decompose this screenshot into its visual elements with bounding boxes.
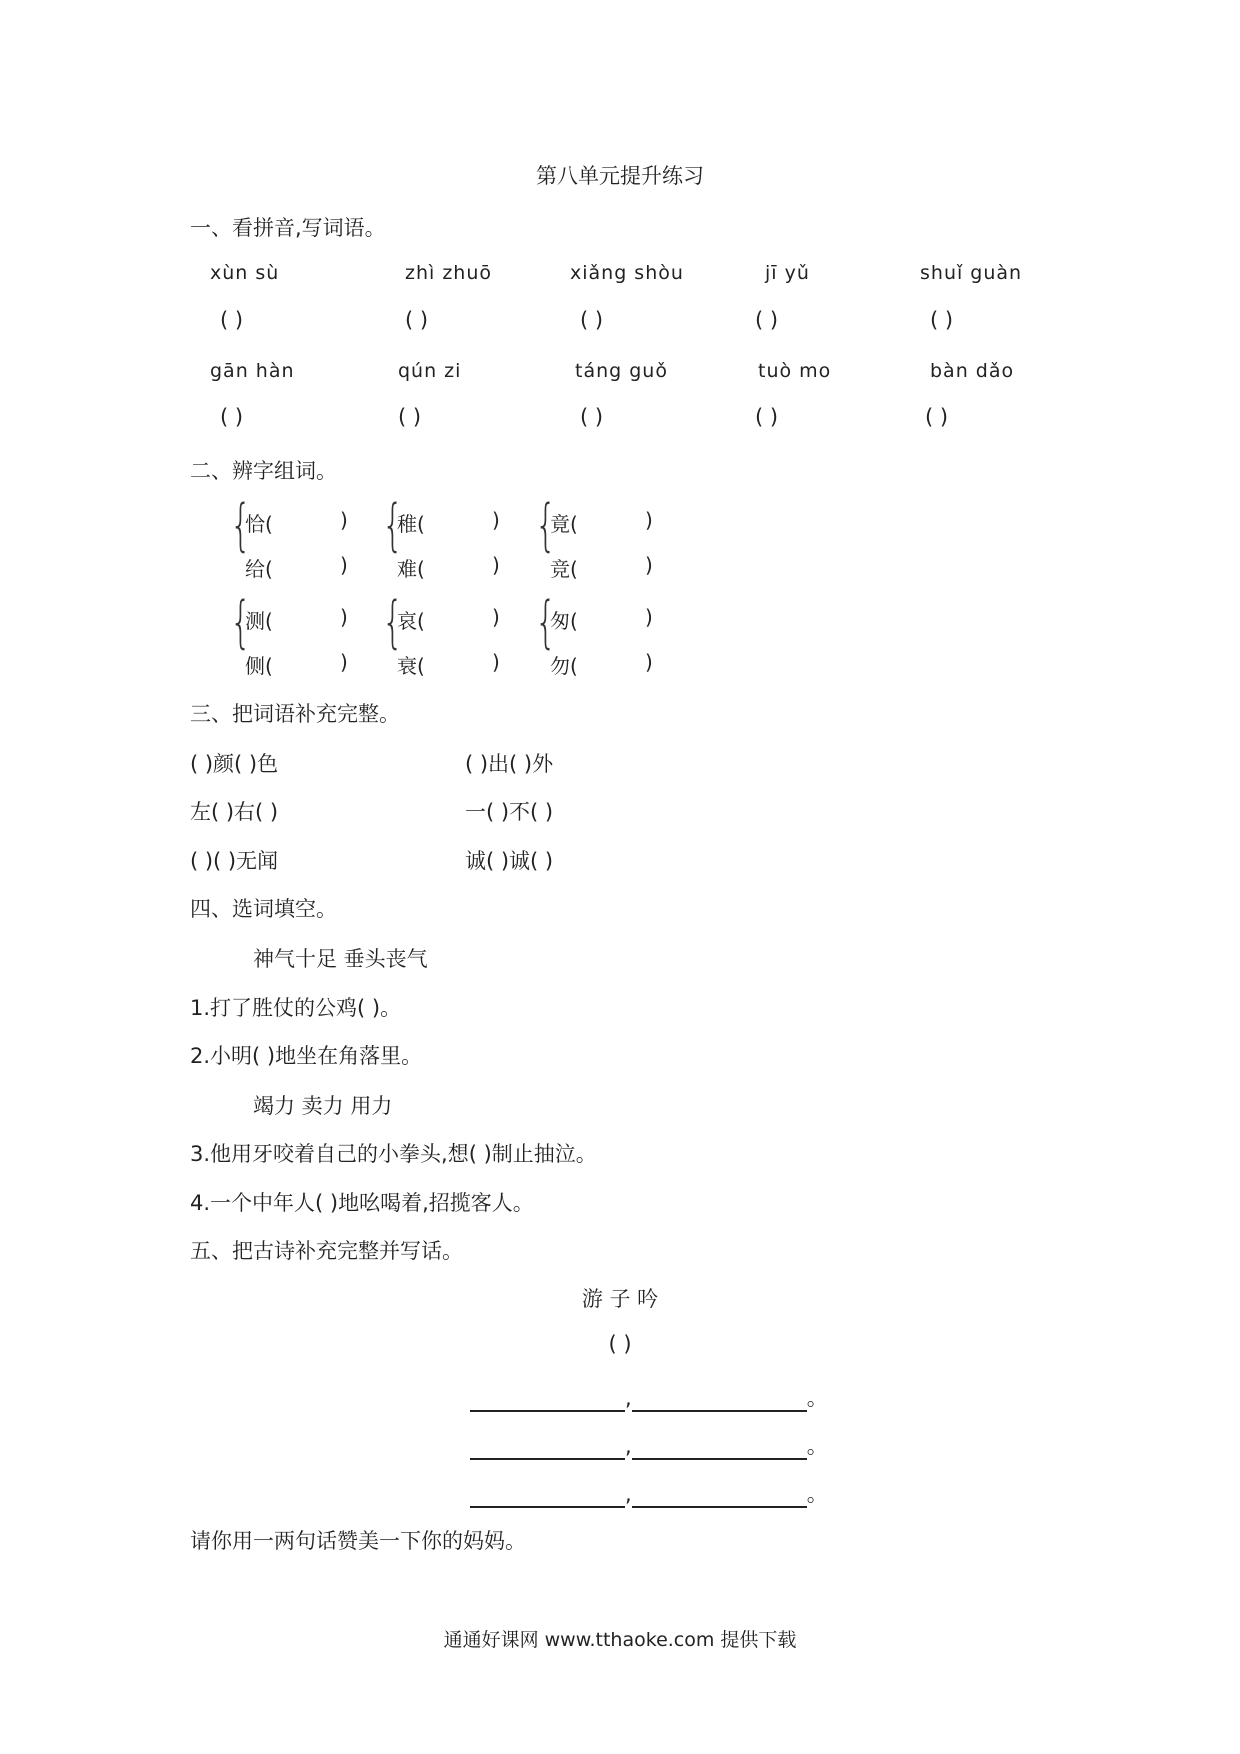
close-paren: ) — [340, 508, 348, 532]
page-title: 第八单元提升练习 — [536, 164, 704, 188]
pinyin-r1-1: xùn sù — [210, 262, 280, 284]
pinyin-r2-3: táng guǒ — [575, 360, 668, 382]
brace-icon: { — [230, 493, 252, 558]
answer-blank[interactable]: ( ) — [925, 405, 949, 429]
fill-phrase[interactable]: ( )出( )外 — [465, 752, 554, 776]
poem-title: 游 子 吟 — [581, 1287, 659, 1311]
char-item: 竟( — [550, 512, 578, 536]
fill-phrase[interactable]: 诚( )诚( ) — [465, 849, 554, 873]
answer-blank[interactable]: ( ) — [220, 405, 244, 429]
section-5-heading: 五、把古诗补充完整并写话。 — [190, 1239, 463, 1263]
brace-icon: { — [382, 493, 404, 558]
blank-line[interactable] — [632, 1392, 807, 1412]
fill-phrase[interactable]: 左( )右( ) — [190, 800, 279, 824]
answer-blank[interactable]: ( ) — [930, 308, 954, 332]
blank-line[interactable] — [470, 1488, 625, 1508]
blank-line[interactable] — [632, 1488, 807, 1508]
brace-icon: { — [535, 590, 557, 655]
answer-blank[interactable]: ( ) — [220, 308, 244, 332]
close-paren: ) — [645, 508, 653, 532]
sentence-1[interactable]: 1.打了胜仗的公鸡( )。 — [190, 996, 402, 1020]
char-item: 测( — [245, 609, 273, 633]
close-paren: ) — [340, 650, 348, 674]
close-paren: ) — [492, 605, 500, 629]
answer-blank[interactable]: ( ) — [398, 405, 422, 429]
answer-blank[interactable]: ( ) — [580, 405, 604, 429]
blank-line[interactable] — [470, 1392, 625, 1412]
close-paren: ) — [492, 650, 500, 674]
blank-line[interactable] — [470, 1440, 625, 1460]
char-item: 竞( — [550, 557, 578, 581]
close-paren: ) — [645, 650, 653, 674]
answer-blank[interactable]: ( ) — [580, 308, 604, 332]
section-3-heading: 三、把词语补充完整。 — [190, 702, 400, 726]
fill-phrase[interactable]: ( )( )无闻 — [190, 849, 279, 873]
writing-prompt: 请你用一两句话赞美一下你的妈妈。 — [190, 1529, 526, 1553]
section-2-heading: 二、辨字组词。 — [190, 459, 337, 483]
pinyin-r2-2: qún zi — [398, 360, 462, 382]
fill-phrase[interactable]: 一( )不( ) — [465, 800, 554, 824]
close-paren: ) — [645, 553, 653, 577]
poem-author-blank[interactable]: ( ) — [608, 1332, 632, 1356]
poem-line-2[interactable]: , 。 — [470, 1430, 828, 1460]
close-paren: ) — [645, 605, 653, 629]
brace-icon: { — [382, 590, 404, 655]
footer: 通通好课网 www.tthaoke.com 提供下载 — [443, 1629, 797, 1651]
answer-blank[interactable]: ( ) — [755, 405, 779, 429]
char-item: 稚( — [397, 512, 425, 536]
char-item: 难( — [397, 557, 425, 581]
answer-blank[interactable]: ( ) — [755, 308, 779, 332]
char-item: 衰( — [397, 654, 425, 678]
pinyin-r2-1: gān hàn — [210, 360, 295, 382]
char-item: 勿( — [550, 654, 578, 678]
sentence-3[interactable]: 3.他用牙咬着自己的小拳头,想( )制止抽泣。 — [190, 1142, 597, 1166]
char-item: 哀( — [397, 609, 425, 633]
poem-line-1[interactable]: , 。 — [470, 1382, 828, 1412]
char-item: 给( — [245, 557, 273, 581]
char-item: 侧( — [245, 654, 273, 678]
char-item: 恰( — [245, 512, 273, 536]
pinyin-r1-4: jī yǔ — [765, 262, 810, 284]
poem-line-3[interactable]: , 。 — [470, 1478, 828, 1508]
sentence-2[interactable]: 2.小明( )地坐在角落里。 — [190, 1044, 423, 1068]
pinyin-r1-3: xiǎng shòu — [570, 262, 684, 284]
word-choices-2: 竭力 卖力 用力 — [253, 1094, 393, 1118]
fill-phrase[interactable]: ( )颜( )色 — [190, 752, 279, 776]
close-paren: ) — [492, 508, 500, 532]
word-choices-1: 神气十足 垂头丧气 — [253, 947, 428, 971]
pinyin-r1-2: zhì zhuō — [405, 262, 493, 284]
pinyin-r1-5: shuǐ guàn — [920, 262, 1023, 284]
blank-line[interactable] — [632, 1440, 807, 1460]
char-item: 匆( — [550, 609, 578, 633]
close-paren: ) — [340, 605, 348, 629]
sentence-4[interactable]: 4.一个中年人( )地吆喝着,招揽客人。 — [190, 1191, 534, 1215]
brace-icon: { — [535, 493, 557, 558]
answer-blank[interactable]: ( ) — [405, 308, 429, 332]
section-4-heading: 四、选词填空。 — [190, 897, 337, 921]
close-paren: ) — [340, 553, 348, 577]
pinyin-r2-5: bàn dǎo — [930, 360, 1015, 382]
close-paren: ) — [492, 553, 500, 577]
brace-icon: { — [230, 590, 252, 655]
pinyin-r2-4: tuò mo — [758, 360, 832, 382]
section-1-heading: 一、看拼音,写词语。 — [190, 216, 386, 240]
